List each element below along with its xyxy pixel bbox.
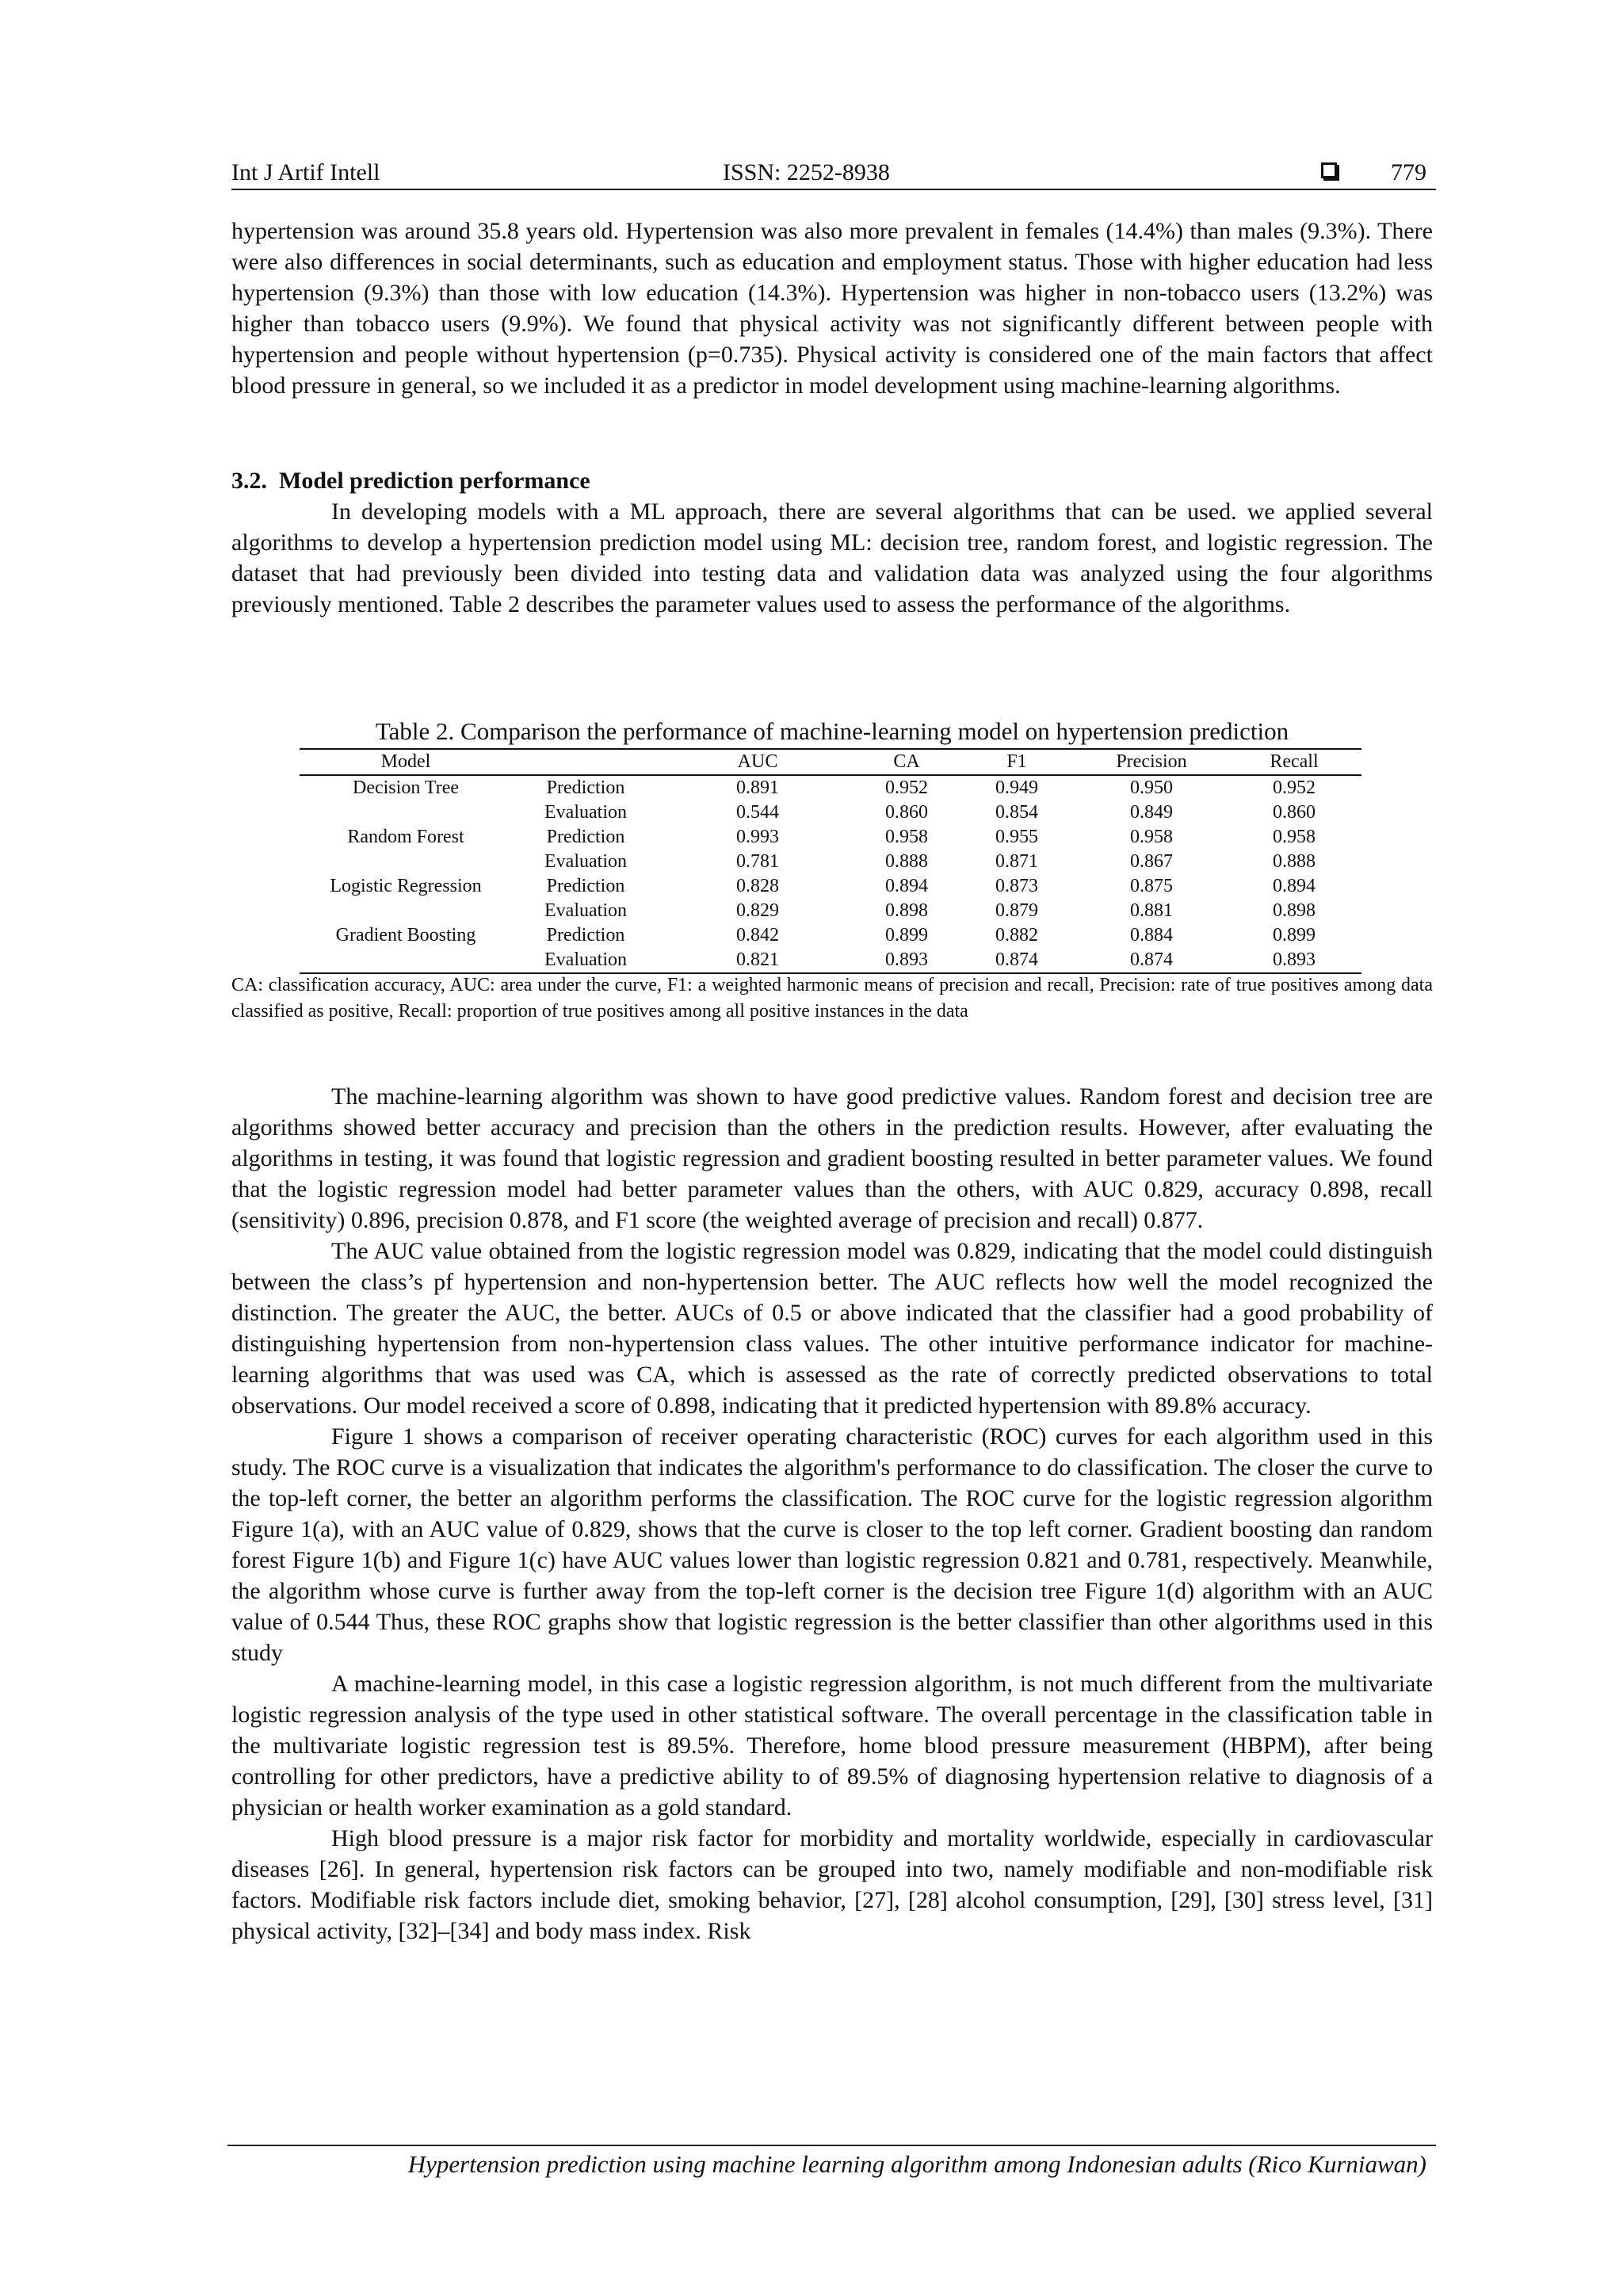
cell-auc: 0.842 xyxy=(736,925,779,946)
cell-precision: 0.875 xyxy=(1130,876,1173,896)
cell-recall: 0.893 xyxy=(1227,948,1361,973)
cell-auc: 0.828 xyxy=(736,876,779,896)
col-header-f1: F1 xyxy=(957,749,1076,775)
cell-phase: Prediction xyxy=(546,925,625,946)
cell-auc: 0.829 xyxy=(736,900,779,921)
cell-ca: 0.952 xyxy=(885,777,928,798)
cell-recall: 0.952 xyxy=(1273,777,1316,798)
header-rule xyxy=(231,189,1436,190)
body-paragraph-3: Figure 1 shows a comparison of receiver operating characteristic (ROC) curves for each algorithm used in this study. The ROC curve is a visualization that indicates the algorithm's performance to do classification. The closer the curve to the top-left corner, the better an algorithm performs the classification. The ROC curve for the logistic regression algorithm Figure 1(a), with an AUC value of 0.829, shows that the curve is closer to the top left corner. Gradient boosting dan random forest Figure 1(b) and Figure 1(c) have AUC values lower than logistic regression 0.821 and 0.781, respectively. Meanwhile, the algorithm whose curve is further away from the top-left corner is the decision tree Figure 1(d) algorithm with an AUC value of 0.544 Thus, these ROC graphs show that logistic regression is the better classifier than other algorithms used in this study xyxy=(231,1423,1433,1666)
cell-precision: 0.958 xyxy=(1130,827,1173,847)
table-caption: Table 2. Comparison the performance of machine-learning model on hypertension prediction xyxy=(375,717,1289,745)
issn: ISSN: 2252-8938 xyxy=(723,159,890,185)
square-bullet-icon xyxy=(1321,162,1337,178)
col-header-ca: CA xyxy=(856,749,957,775)
cell-precision: 0.884 xyxy=(1130,925,1173,946)
table-row xyxy=(300,825,1361,850)
cell-precision: 0.881 xyxy=(1130,900,1173,921)
cell-ca: 0.860 xyxy=(885,802,928,823)
cell-precision: 0.867 xyxy=(1130,851,1173,872)
journal-name: Int J Artif Intell xyxy=(231,159,380,185)
cell-ca: 0.899 xyxy=(885,925,928,946)
cell-phase: Prediction xyxy=(546,827,625,847)
cell-phase: Prediction xyxy=(546,876,625,896)
cell-f1: 0.879 xyxy=(995,900,1038,921)
cell-f1: 0.949 xyxy=(995,777,1038,798)
cell-auc: 0.781 xyxy=(736,851,779,872)
col-header-phase xyxy=(512,749,659,775)
cell-f1: 0.882 xyxy=(995,925,1038,946)
table-row xyxy=(300,899,1361,923)
section-paragraph: In developing models with a ML approach, there are several algorithms that can be used. we applied several algorithms to develop a hypertension prediction model using ML: decision tree, random forest, and logistic regression. The dataset that had previously been divided into testing data and validation data was analyzed using the four algorithms previously mentioned. Table 2 describes the parameter values used to assess the performance of the algorithms. xyxy=(231,499,1433,617)
cell-model xyxy=(300,899,512,923)
cell-recall: 0.888 xyxy=(1273,851,1316,872)
table-header-row xyxy=(300,749,1361,775)
cell-precision: 0.849 xyxy=(1130,802,1173,823)
cell-ca: 0.898 xyxy=(885,900,928,921)
cell-ca: 0.893 xyxy=(856,948,957,973)
cell-phase: Evaluation xyxy=(544,900,627,921)
body-paragraph-2: The AUC value obtained from the logistic regression model was 0.829, indicating that the model could distinguish between the class’s pf hypertension and non-hypertension better. The AUC reflects how well the model recognized the distinction. The greater the AUC, the better. AUCs of 0.5 or above indicated that the classifier had a good probability of distinguishing hypertension from non-hypertension class values. The other intuitive performance indicator for machine-learning algorithms that was used was CA, which is assessed as the rate of correctly predicted observations to total observations. Our model received a score of 0.898, indicating that it predicted hypertension with 89.8% accuracy. xyxy=(231,1238,1433,1419)
cell-model: Decision Tree xyxy=(353,777,459,798)
body-paragraph-4: A machine-learning model, in this case a logistic regression algorithm, is not much different from the multivariate logistic regression analysis of the type used in other statistical software. The overall percentage in the classification table in the multivariate logistic regression test is 89.5%. Therefore, home blood pressure measurement (HBPM), after being controlling for other predictors, have a predictive ability to of 89.5% of diagnosing hypertension relative to diagnosis of a physician or health worker examination as a gold standard. xyxy=(231,1671,1433,1820)
cell-ca: 0.894 xyxy=(885,876,928,896)
cell-phase: Evaluation xyxy=(544,802,627,823)
cell-phase: Evaluation xyxy=(512,948,659,973)
section-heading: 3.2. Model prediction performance xyxy=(231,468,590,494)
cell-precision: 0.950 xyxy=(1130,777,1173,798)
intro-paragraph: hypertension was around 35.8 years old. Hypertension was also more prevalent in females (14.4%) than males (9.3%). There were also differences in social determinants, such as education and employment status. Those with higher education had less hypertension (9.3%) than those with low education (14.3%). Hypertension was higher in non-tobacco users (13.2%) was higher than tobacco users (9.9%). We found that physical activity was not significantly different between people with hypertension and people without hypertension (p=0.735). Physical activity is considered one of the main factors that affect blood pressure in general, so we included it as a predictor in model development using machine-learning algorithms. xyxy=(231,218,1433,399)
cell-recall: 0.958 xyxy=(1273,827,1316,847)
col-header-recall: Recall xyxy=(1227,749,1361,775)
table-row xyxy=(300,800,1361,825)
body-paragraph-5: High blood pressure is a major risk factor for morbidity and mortality worldwide, especially in cardiovascular diseases [26]. In general, hypertension risk factors can be grouped into two, namely modifiable and non-modifiable risk factors. Modifiable risk factors include diet, smoking behavior, [27], [28] alcohol consumption, [29], [30] stress level, [31] physical activity, [32]–[34] and body mass index. Risk xyxy=(231,1825,1433,1944)
table-note: CA: classification accuracy, AUC: area under the curve, F1: a weighted harmonic means of precision and recall, Precision: rate of true positives among data classified as positive, Recall: proportion of true positives among all positive instances in the data xyxy=(231,975,1433,1022)
cell-auc: 0.891 xyxy=(736,777,779,798)
cell-f1: 0.873 xyxy=(995,876,1038,896)
cell-model xyxy=(300,948,512,973)
footer-rule xyxy=(227,2145,1436,2146)
table-row xyxy=(300,874,1361,899)
cell-ca: 0.958 xyxy=(885,827,928,847)
cell-model xyxy=(300,800,512,825)
cell-f1: 0.955 xyxy=(995,827,1038,847)
table-row xyxy=(300,850,1361,874)
cell-recall: 0.894 xyxy=(1273,876,1316,896)
running-footer: Hypertension prediction using machine learning algorithm among Indonesian adults (Rico Kurniawan) xyxy=(407,2150,1426,2178)
page-header xyxy=(231,155,1436,190)
cell-f1: 0.874 xyxy=(957,948,1076,973)
table-row xyxy=(300,775,1361,800)
cell-recall: 0.860 xyxy=(1273,802,1316,823)
col-header-precision: Precision xyxy=(1076,749,1227,775)
cell-recall: 0.899 xyxy=(1273,925,1316,946)
intro-block xyxy=(231,216,1433,401)
table-row xyxy=(300,948,1361,973)
cell-recall: 0.898 xyxy=(1273,900,1316,921)
cell-auc: 0.821 xyxy=(659,948,856,973)
cell-f1: 0.854 xyxy=(995,802,1038,823)
cell-model: Random Forest xyxy=(347,827,464,847)
table-row xyxy=(300,923,1361,948)
col-header-model: Model xyxy=(300,749,512,775)
performance-table xyxy=(300,748,1361,974)
body-text xyxy=(231,1081,1433,1946)
cell-f1: 0.871 xyxy=(995,851,1038,872)
cell-phase: Evaluation xyxy=(544,851,627,872)
cell-ca: 0.888 xyxy=(885,851,928,872)
col-header-auc: AUC xyxy=(659,749,856,775)
cell-model xyxy=(300,850,512,874)
page-number: 779 xyxy=(1391,159,1426,185)
cell-auc: 0.544 xyxy=(736,802,779,823)
cell-auc: 0.993 xyxy=(736,827,779,847)
cell-precision: 0.874 xyxy=(1076,948,1227,973)
cell-model: Gradient Boosting xyxy=(335,925,476,946)
section-3-2 xyxy=(231,465,1433,620)
body-paragraph-1: The machine-learning algorithm was shown to have good predictive values. Random forest and decision tree are algorithms showed better accuracy and precision than the others in the prediction results. However, after evaluating the algorithms in testing, it was found that logistic regression and gradient boosting resulted in better parameter values. We found that the logistic regression model had better parameter values than the others, with AUC 0.829, accuracy 0.898, recall (sensitivity) 0.896, precision 0.878, and F1 score (the weighted average of precision and recall) 0.877. xyxy=(231,1083,1433,1233)
cell-phase: Prediction xyxy=(546,777,625,798)
cell-model: Logistic Regression xyxy=(330,876,482,896)
